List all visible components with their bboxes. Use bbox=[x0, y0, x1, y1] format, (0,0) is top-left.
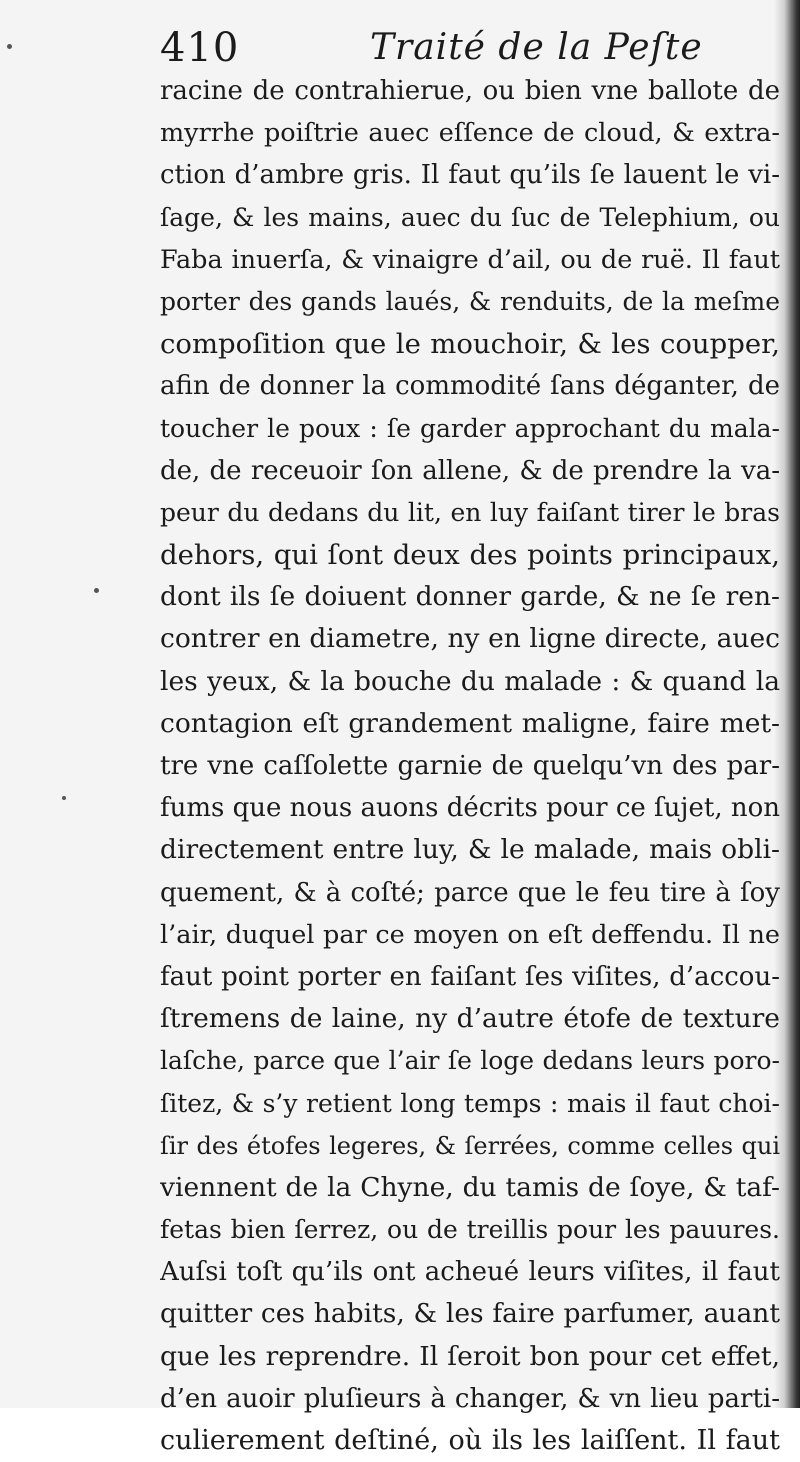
text-line: viennent de la Chyne, du tamis de ſoye, & taf- bbox=[160, 1171, 780, 1203]
text-line: l’air, duquel par ce moyen on eſt deffendu. Il ne bbox=[160, 919, 780, 950]
text-line: contagion eſt grandement maligne, faire met- bbox=[160, 707, 780, 739]
text-line: ction d’ambre gris. Il faut qu’ils ſe lauent le vi- bbox=[160, 160, 780, 191]
text-line: toucher le poux : ſe garder approchant du mala- bbox=[160, 413, 780, 443]
text-line: peur du dedans du lit, en luy faiſant tirer le bras bbox=[160, 497, 780, 527]
text-line: directement entre luy, & le malade, mais obli- bbox=[160, 834, 780, 866]
text-line: culierement deſtiné, où ils les laiſſent. Il faut bbox=[160, 1425, 780, 1456]
text-line: faut point porter en faiſant ſes viſites, d’accou- bbox=[160, 961, 780, 992]
text-line: que les reprendre. Il ſeroit bon pour cet effet, bbox=[160, 1340, 780, 1372]
text-line: dehors, qui ſont deux des points principaux, bbox=[160, 539, 780, 572]
text-line: ſitez, & s’y retient long temps : mais il faut choi- bbox=[160, 1088, 780, 1118]
running-title: Traité de la Peſte bbox=[370, 27, 703, 68]
text-line: de, de receuoir ſon allene, & de prendre la va- bbox=[160, 455, 780, 486]
text-line: d’en auoir pluſieurs à changer, & vn lieu parti- bbox=[160, 1383, 780, 1414]
text-line: Auſsi toſt qu’ils ont acheué leurs viſites, il faut bbox=[160, 1257, 780, 1288]
text-line: racine de contrahierue, ou bien vne ballote de bbox=[160, 76, 780, 106]
ink-speck bbox=[62, 796, 66, 800]
page-number: 410 bbox=[160, 25, 240, 71]
text-line: quitter ces habits, & les faire parfumer, auant bbox=[160, 1298, 780, 1330]
text-line: contrer en diametre, ny en ligne directe, auec bbox=[160, 623, 780, 655]
body-text bbox=[160, 70, 780, 1462]
page-header bbox=[160, 22, 760, 74]
text-line: ſage, & les mains, auec du ſuc de Telephium, ou bbox=[160, 202, 780, 232]
text-line: quement, & à coſté; parce que le feu tire à ſoy bbox=[160, 877, 780, 908]
text-line: fetas bien ſerrez, ou de treillis pour les pauures. bbox=[160, 1215, 780, 1245]
ink-speck bbox=[94, 588, 99, 593]
text-line: compoſition que le mouchoir, & les coupper, bbox=[160, 328, 780, 361]
text-line: tre vne caſſolette garnie de quelqu’vn des par- bbox=[160, 751, 780, 781]
text-line: ſir des étofes legeres, & ſerrées, comme celles qui bbox=[160, 1131, 780, 1160]
text-line: ſtremens de laine, ny d’autre étofe de texture bbox=[160, 1003, 780, 1035]
text-line: myrrhe poiſtrie auec eſſence de cloud, & extra- bbox=[160, 118, 780, 149]
text-line: Faba inuerſa, & vinaigre d’ail, ou de ruë. Il faut bbox=[160, 244, 780, 275]
text-line: dont ils ſe doiuent donner garde, & ne ſe ren- bbox=[160, 581, 780, 613]
text-line: laſche, parce que l’air ſe loge dedans leurs poro- bbox=[160, 1046, 780, 1076]
text-line: les yeux, & la bouche du malade : & quand la bbox=[160, 665, 780, 697]
text-line: afin de donner la commodité ſans déganter, de bbox=[160, 371, 780, 402]
text-line: porter des gands laués, & renduits, de la meſme bbox=[160, 286, 780, 316]
text-line: fums que nous auons décrits pour ce ſujet, non bbox=[160, 793, 780, 824]
ink-speck bbox=[7, 44, 12, 49]
